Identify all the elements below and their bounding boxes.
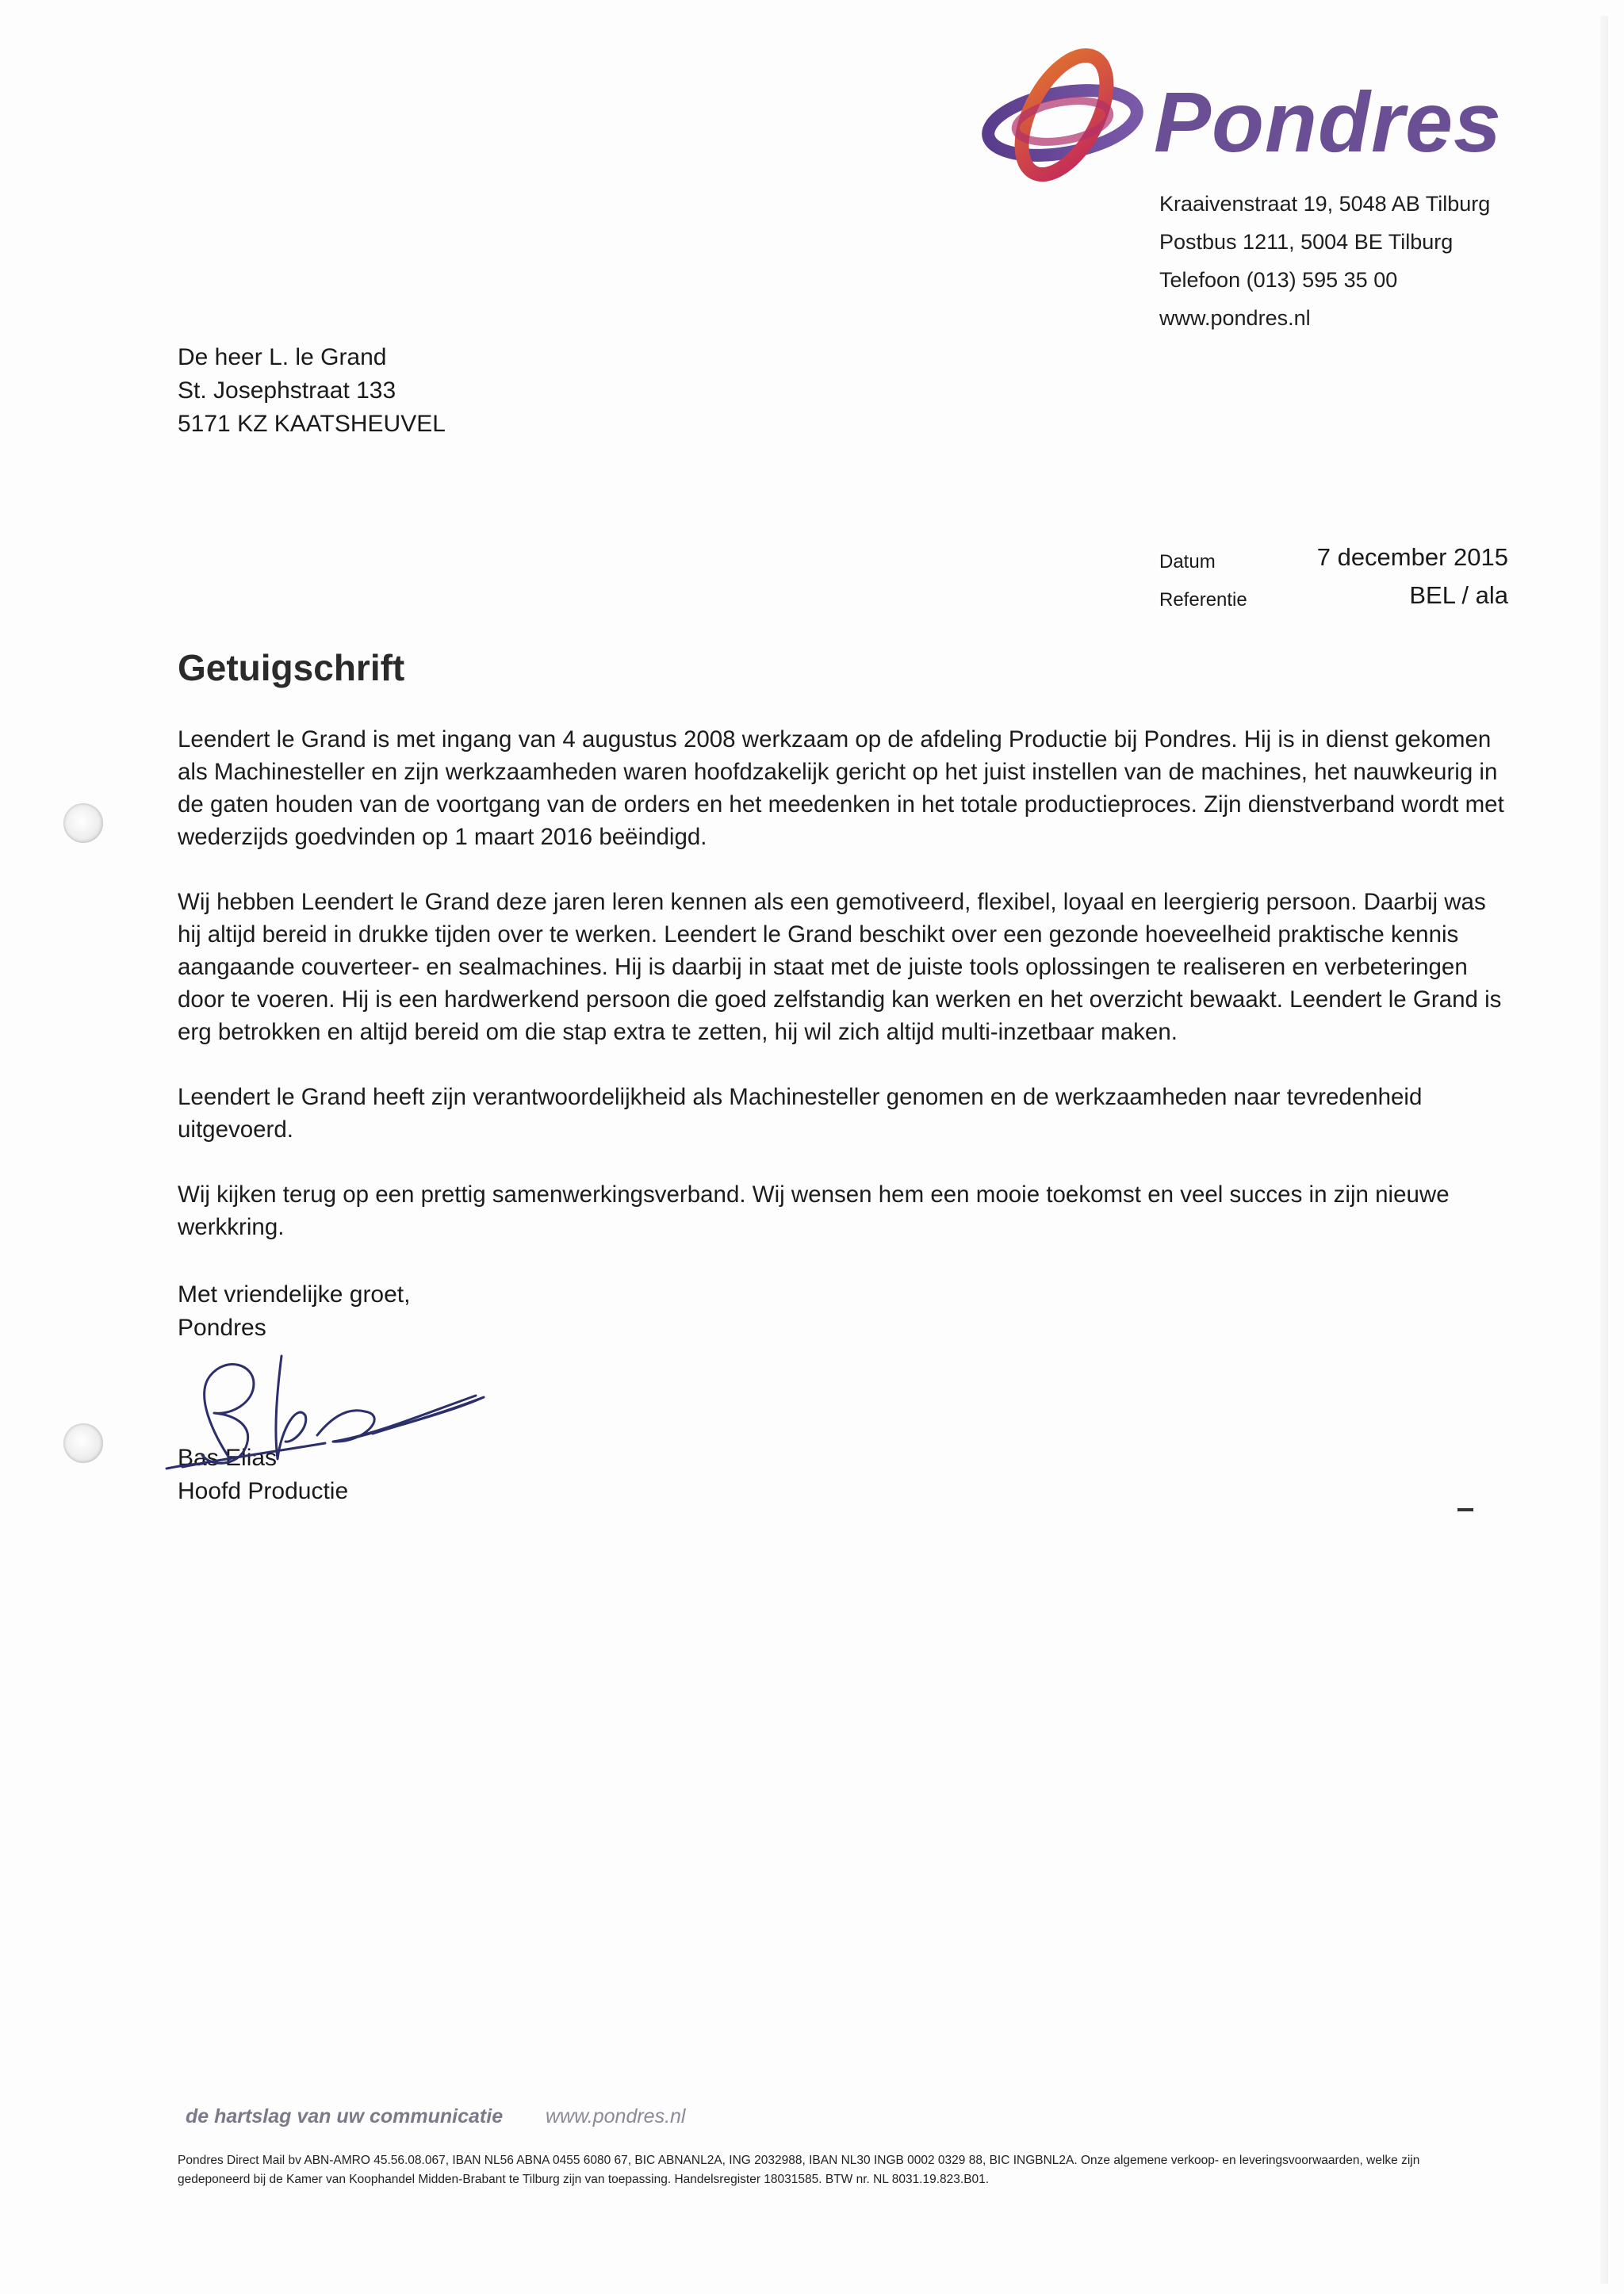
document-title: Getuigschrift (178, 647, 405, 688)
date-label: Datum (1159, 551, 1216, 573)
reference-value: BEL / ala (1409, 581, 1508, 609)
body-paragraph: Wij kijken terug op een prettig samenwerkingsverband. Wij wensen hem een mooie toekomst en veel succes in zijn nieuwe werkkring. (178, 1181, 1450, 1240)
letter-meta (1159, 543, 1508, 619)
body-paragraph: Leendert le Grand is met ingang van 4 augustus 2008 werkzaam op de afdeling Productie bij Pondres. Hij is in dienst gekomen als Machinesteller en zijn werkzaamheden waren hoofdzakelijk gericht op het juist instellen van de machines, het nauwkeurig in de gaten houden van de voortgang van de orders en het meedenken in het totale productieproces. Zijn dienstverband wordt met wederzijds goedvinden op 1 maart 2016 beëindigd. (178, 726, 1504, 850)
punch-hole (63, 803, 103, 843)
company-address-line1: Kraaivenstraat 19, 5048 AB Tilburg (1159, 192, 1491, 216)
company-phone: Telefoon (013) 595 35 00 (1159, 268, 1398, 292)
footer-tagline: de hartslag van uw communicatie (186, 2105, 504, 2127)
footer-url: www.pondres.nl (546, 2105, 686, 2127)
letter-body (178, 723, 1510, 1276)
body-paragraph: Wij hebben Leendert le Grand deze jaren leren kennen als een gemotiveerd, flexibel, loyaal en leergierig persoon. Daarbij was hij altijd bereid in drukke tijden over te werken. Leendert le Grand beschikt over een gezonde hoeveelheid praktische kennis aangaande couverteer- en sealmachines. Hij is daarbij in staat met de juiste tools oplossingen te realiseren en verbeteringen door te voeren. Hij is een hardwerkend persoon die goed zelfstandig kan werken en het overzicht bewaakt. Leendert le Grand is erg betrokken en altijd bereid om die stap extra te zetten, hij wil zich altijd multi-inzetbaar maken. (178, 889, 1502, 1045)
signer-name: Bas Elias (178, 1445, 278, 1471)
recipient-street: St. Josephstraat 133 (178, 377, 396, 404)
pondres-swirl-logo-icon (975, 36, 1158, 194)
recipient-city: 5171 KZ KAATSHEUVEL (178, 411, 446, 437)
footer-legal-text: Pondres Direct Mail bv ABN-AMRO 45.56.08.067, IBAN NL56 ABNA 0455 6080 67, BIC ABNANL2A, ING 2032988, IBAN NL30 INGB 0002 0329 88, BIC INGBNL2A. Onze algemene verkoop- en leveringsvoorwaarden, welke zijn gedeponeerd bij de Kamer van Koophandel Midden-Brabant te Tilburg zijn van toepassing. Handelsregister 18031585. BTW nr. NL 8031.19.823.B01. (178, 2154, 1420, 2186)
company-website: www.pondres.nl (1159, 306, 1311, 330)
recipient-address-block (178, 341, 446, 441)
closing-block (178, 1278, 410, 1345)
company-logo (975, 36, 1515, 194)
company-address-line2: Postbus 1211, 5004 BE Tilburg (1159, 230, 1454, 254)
date-value: 7 december 2015 (1316, 543, 1508, 571)
logo-wordmark: Pondres (1154, 74, 1503, 170)
scan-mark (1457, 1508, 1473, 1511)
reference-label: Referentie (1159, 589, 1247, 611)
closing-company: Pondres (178, 1315, 266, 1341)
reference-row (1159, 581, 1508, 619)
punch-hole (63, 1423, 103, 1463)
closing-greeting: Met vriendelijke groet, (178, 1281, 411, 1308)
body-paragraph: Leendert le Grand heeft zijn verantwoordelijkheid als Machinesteller genomen en de werkzaamheden naar tevredenheid uitgevoerd. (178, 1084, 1423, 1143)
scan-edge-shadow (1600, 16, 1608, 2284)
company-address-block (1159, 185, 1490, 337)
date-row (1159, 543, 1508, 581)
handwritten-signature (135, 1340, 508, 1483)
recipient-name: De heer L. le Grand (178, 344, 387, 370)
signer-role: Hoofd Productie (178, 1478, 349, 1504)
